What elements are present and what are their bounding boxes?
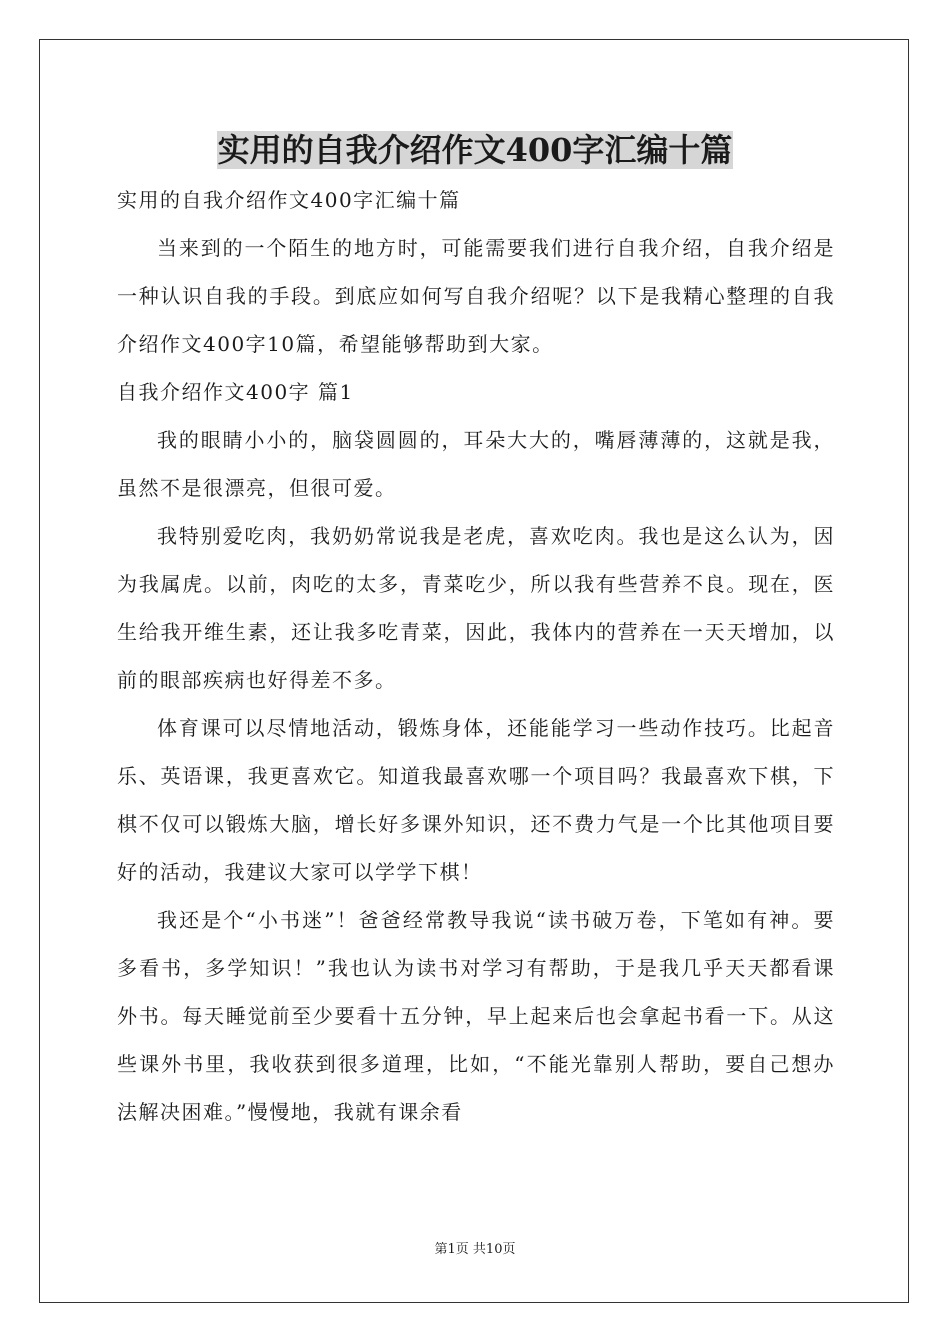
- document-body: [117, 176, 835, 1136]
- body-paragraph: 我特别爱吃肉，我奶奶常说我是老虎，喜欢吃肉。我也是这么认为，因为我属虎。以前，肉吃的太多，青菜吃少，所以我有些营养不良。现在，医生给我开维生素，还让我多吃青菜，因此，我体内的营养在一天天增加，以前的眼部疾病也好得差不多。: [117, 524, 835, 692]
- body-paragraph: 我的眼睛小小的，脑袋圆圆的，耳朵大大的，嘴唇薄薄的，这就是我，虽然不是很漂亮，但很可爱。: [117, 428, 835, 500]
- section-heading: 自我介绍作文400字 篇1: [117, 380, 354, 404]
- document-title: [0, 126, 950, 174]
- intro-paragraph: 当来到的一个陌生的地方时，可能需要我们进行自我介绍，自我介绍是一种认识自我的手段。到底应如何写自我介绍呢？以下是我精心整理的自我介绍作文400字10篇，希望能够帮助到大家。: [117, 236, 835, 356]
- body-paragraph: 体育课可以尽情地活动，锻炼身体，还能能学习一些动作技巧。比起音乐、英语课，我更喜欢它。知道我最喜欢哪一个项目吗？我最喜欢下棋，下棋不仅可以锻炼大脑，增长好多课外知识，还不费力气是一个比其他项目要好的活动，我建议大家可以学学下棋！: [117, 716, 835, 884]
- body-paragraph: 我还是个“小书迷”！爸爸经常教导我说“读书破万卷，下笔如有神。要多看书，多学知识！”我也认为读书对学习有帮助，于是我几乎天天都看课外书。每天睡觉前至少要看十五分钟，早上起来后也会拿起书看一下。从这些课外书里，我收获到很多道理，比如，“不能光靠别人帮助，要自己想办法解决困难。”慢慢地，我就有课余看: [117, 908, 835, 1124]
- document-subtitle: 实用的自我介绍作文400字汇编十篇: [117, 188, 461, 212]
- document-title-text: 实用的自我介绍作文400字汇编十篇: [217, 131, 733, 169]
- page-footer: 第1页 共10页: [434, 1242, 516, 1257]
